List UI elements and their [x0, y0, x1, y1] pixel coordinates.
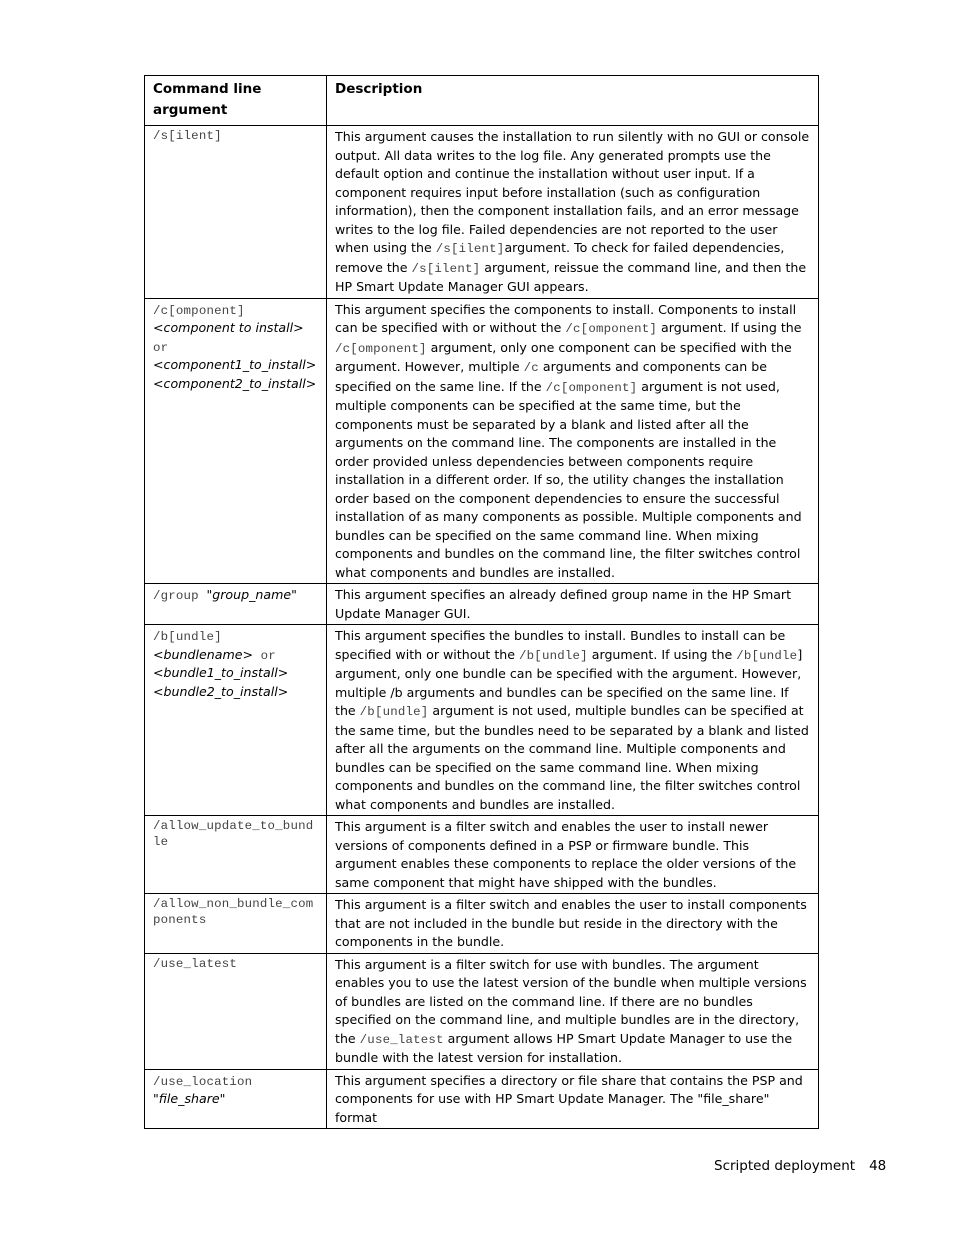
header-description: Description — [327, 76, 819, 126]
description-text: This argument specifies an already defined group name in the HP Smart Update Manager GUI. — [335, 587, 792, 621]
description-text: argument allows HP Smart Update Manager to use the bundle with the latest version for installation. — [335, 1030, 793, 1065]
argument-cell — [145, 953, 327, 1069]
page-number: 48 — [869, 1158, 887, 1174]
description-cell — [327, 894, 819, 954]
description-text: This argument is a filter switch and enables the user to install newer versions of components defined in a PSP or firmware bundle. This argument enables these components to replace the older versions of the same component that might have shipped with the bundles. — [335, 819, 797, 890]
inline-code: /b[undle] — [153, 630, 222, 644]
argument-line — [153, 683, 318, 702]
inline-code: or — [253, 648, 276, 663]
table-row — [145, 816, 819, 894]
description-text: argument, reissue the command line, and then the HP Smart Update Manager GUI appears. — [335, 259, 807, 294]
inline-code: /c — [523, 361, 539, 375]
footer-section-title: Scripted deployment — [714, 1158, 856, 1174]
inline-code: /b[undle] — [519, 648, 588, 663]
table-row — [145, 298, 819, 584]
inline-code: /b[undle — [736, 648, 798, 663]
arguments-table — [144, 75, 819, 1129]
argument-line — [153, 301, 318, 320]
description-text: This argument is a filter switch and enables the user to install components that are not included in the bundle but reside in the directory with the components in the bundle. — [335, 897, 807, 949]
description-text: This argument is a filter switch for use with bundles. The argument enables you to use the latest version of the bundle when multiple versions of bundles are listed on the command line. If there are no bundles specified on the command line, and multiple bundles are in the directory, the — [335, 956, 807, 1046]
argument-cell — [145, 584, 327, 625]
argument-name: /allow_non_bundle_components — [153, 897, 314, 927]
description-cell — [327, 625, 819, 816]
description-text: argument. To check for failed dependencies, remove the — [335, 240, 785, 275]
description-text: This argument specifies the components to install. Components to install can be specified with or without the — [335, 301, 797, 335]
table-row — [145, 1069, 819, 1129]
table-body — [145, 126, 819, 1129]
description-cell — [327, 816, 819, 894]
inline-code: /group — [153, 589, 207, 603]
description-text: argument, only one component can be specified with the argument. However, multiple — [335, 339, 792, 374]
argument-line — [153, 646, 318, 665]
italic-placeholder: "file_share" — [153, 1091, 226, 1106]
italic-placeholder: <component2_to_install> — [153, 375, 317, 391]
argument-name: /use_latest — [153, 956, 237, 971]
argument-name: /s[ilent] — [153, 129, 222, 143]
description-text: argument. If using the — [657, 320, 802, 335]
description-cell — [327, 584, 819, 625]
table-row — [145, 894, 819, 954]
table-row — [145, 953, 819, 1069]
argument-cell — [145, 625, 327, 816]
description-text: argument. If using the — [587, 646, 737, 662]
description-text: This argument specifies a directory or file share that contains the PSP and components for use with HP Smart Update Manager. The "file_share" format — [335, 1072, 803, 1125]
inline-code: /c[omponent] — [565, 322, 658, 336]
argument-cell — [145, 894, 327, 954]
table-row — [145, 625, 819, 816]
italic-placeholder: "group_name" — [206, 587, 297, 602]
argument-line — [153, 586, 318, 605]
argument-name: /allow_update_to_bundle — [153, 819, 314, 849]
argument-cell — [145, 816, 327, 894]
inline-code: /c[omponent] — [545, 380, 638, 395]
description-text: arguments and components can be specified on the same line. If the — [335, 359, 767, 394]
description-text: ] argument, only one bundle can be specified with the argument. However, multiple /b arguments and bundles can be specified on the same line. If the — [335, 646, 803, 718]
inline-code: /s[ilent] — [411, 261, 481, 276]
argument-line — [153, 356, 318, 375]
argument-line — [153, 664, 318, 683]
italic-placeholder: <component to install> — [153, 320, 304, 335]
argument-cell — [145, 298, 327, 584]
inline-code: /b[undle] — [359, 705, 429, 719]
table-row — [145, 584, 819, 625]
inline-code: /use_latest — [359, 1032, 444, 1047]
description-cell — [327, 298, 819, 584]
argument-line — [153, 1090, 318, 1109]
argument-line — [153, 319, 318, 356]
description-text: This argument specifies the bundles to install. Bundles to install can be specified with or without the — [335, 628, 786, 662]
table-header-row — [145, 76, 819, 126]
description-cell — [327, 953, 819, 1069]
inline-code: /c[omponent] — [153, 303, 245, 318]
argument-line — [153, 1072, 318, 1091]
inline-code: /s[ilent] — [435, 242, 505, 256]
italic-placeholder: <bundle1_to_install> — [153, 665, 289, 680]
description-text: argument is not used, multiple components can be specified at the same time, but the components must be separated by a blank and listed after all the arguments on the command line. The components are installed in the order provided unless dependencies between components require installation in a different order. If so, the utility changes the installation order based on the component dependencies to ensure the successful installation of as many components as possible. Multiple components and bundles can be specified on the same command line. When mixing components and bundles on the command line, the filter switches control what components and bundles are installed. — [335, 378, 802, 580]
argument-cell — [145, 1069, 327, 1129]
inline-code: /use_location — [153, 1074, 253, 1089]
page-footer — [714, 1158, 886, 1174]
inline-code: or — [153, 340, 169, 355]
argument-cell — [145, 126, 327, 299]
description-text: argument is not used, multiple bundles can be specified at the same time, but the bundles need to be separated by a blank and listed after all the arguments on the command line. Multiple components and bundles can be specified on the same command line. When mixing components and bundles on the command line, the filter switches control what components and bundles are installed. — [335, 703, 809, 812]
header-command-line-argument: Command line argument — [145, 76, 327, 126]
italic-placeholder: <bundle2_to_install> — [153, 683, 289, 699]
inline-code: /c[omponent] — [335, 341, 427, 356]
description-cell — [327, 126, 819, 299]
italic-placeholder: <component1_to_install> — [153, 357, 317, 372]
argument-line — [153, 375, 318, 394]
argument-line — [153, 627, 318, 646]
description-cell — [327, 1069, 819, 1129]
italic-placeholder: <bundlename> — [153, 646, 254, 662]
description-text: This argument causes the installation to run silently with no GUI or console output. All data writes to the log file. Any generated prompts use the default option and continue the installation without user input. If a component requires input before installation (such as configuration information), then the component installation fails, and an error message writes to the log file. Failed dependencies are not reported to the user when using the — [335, 129, 810, 255]
table-row — [145, 126, 819, 299]
